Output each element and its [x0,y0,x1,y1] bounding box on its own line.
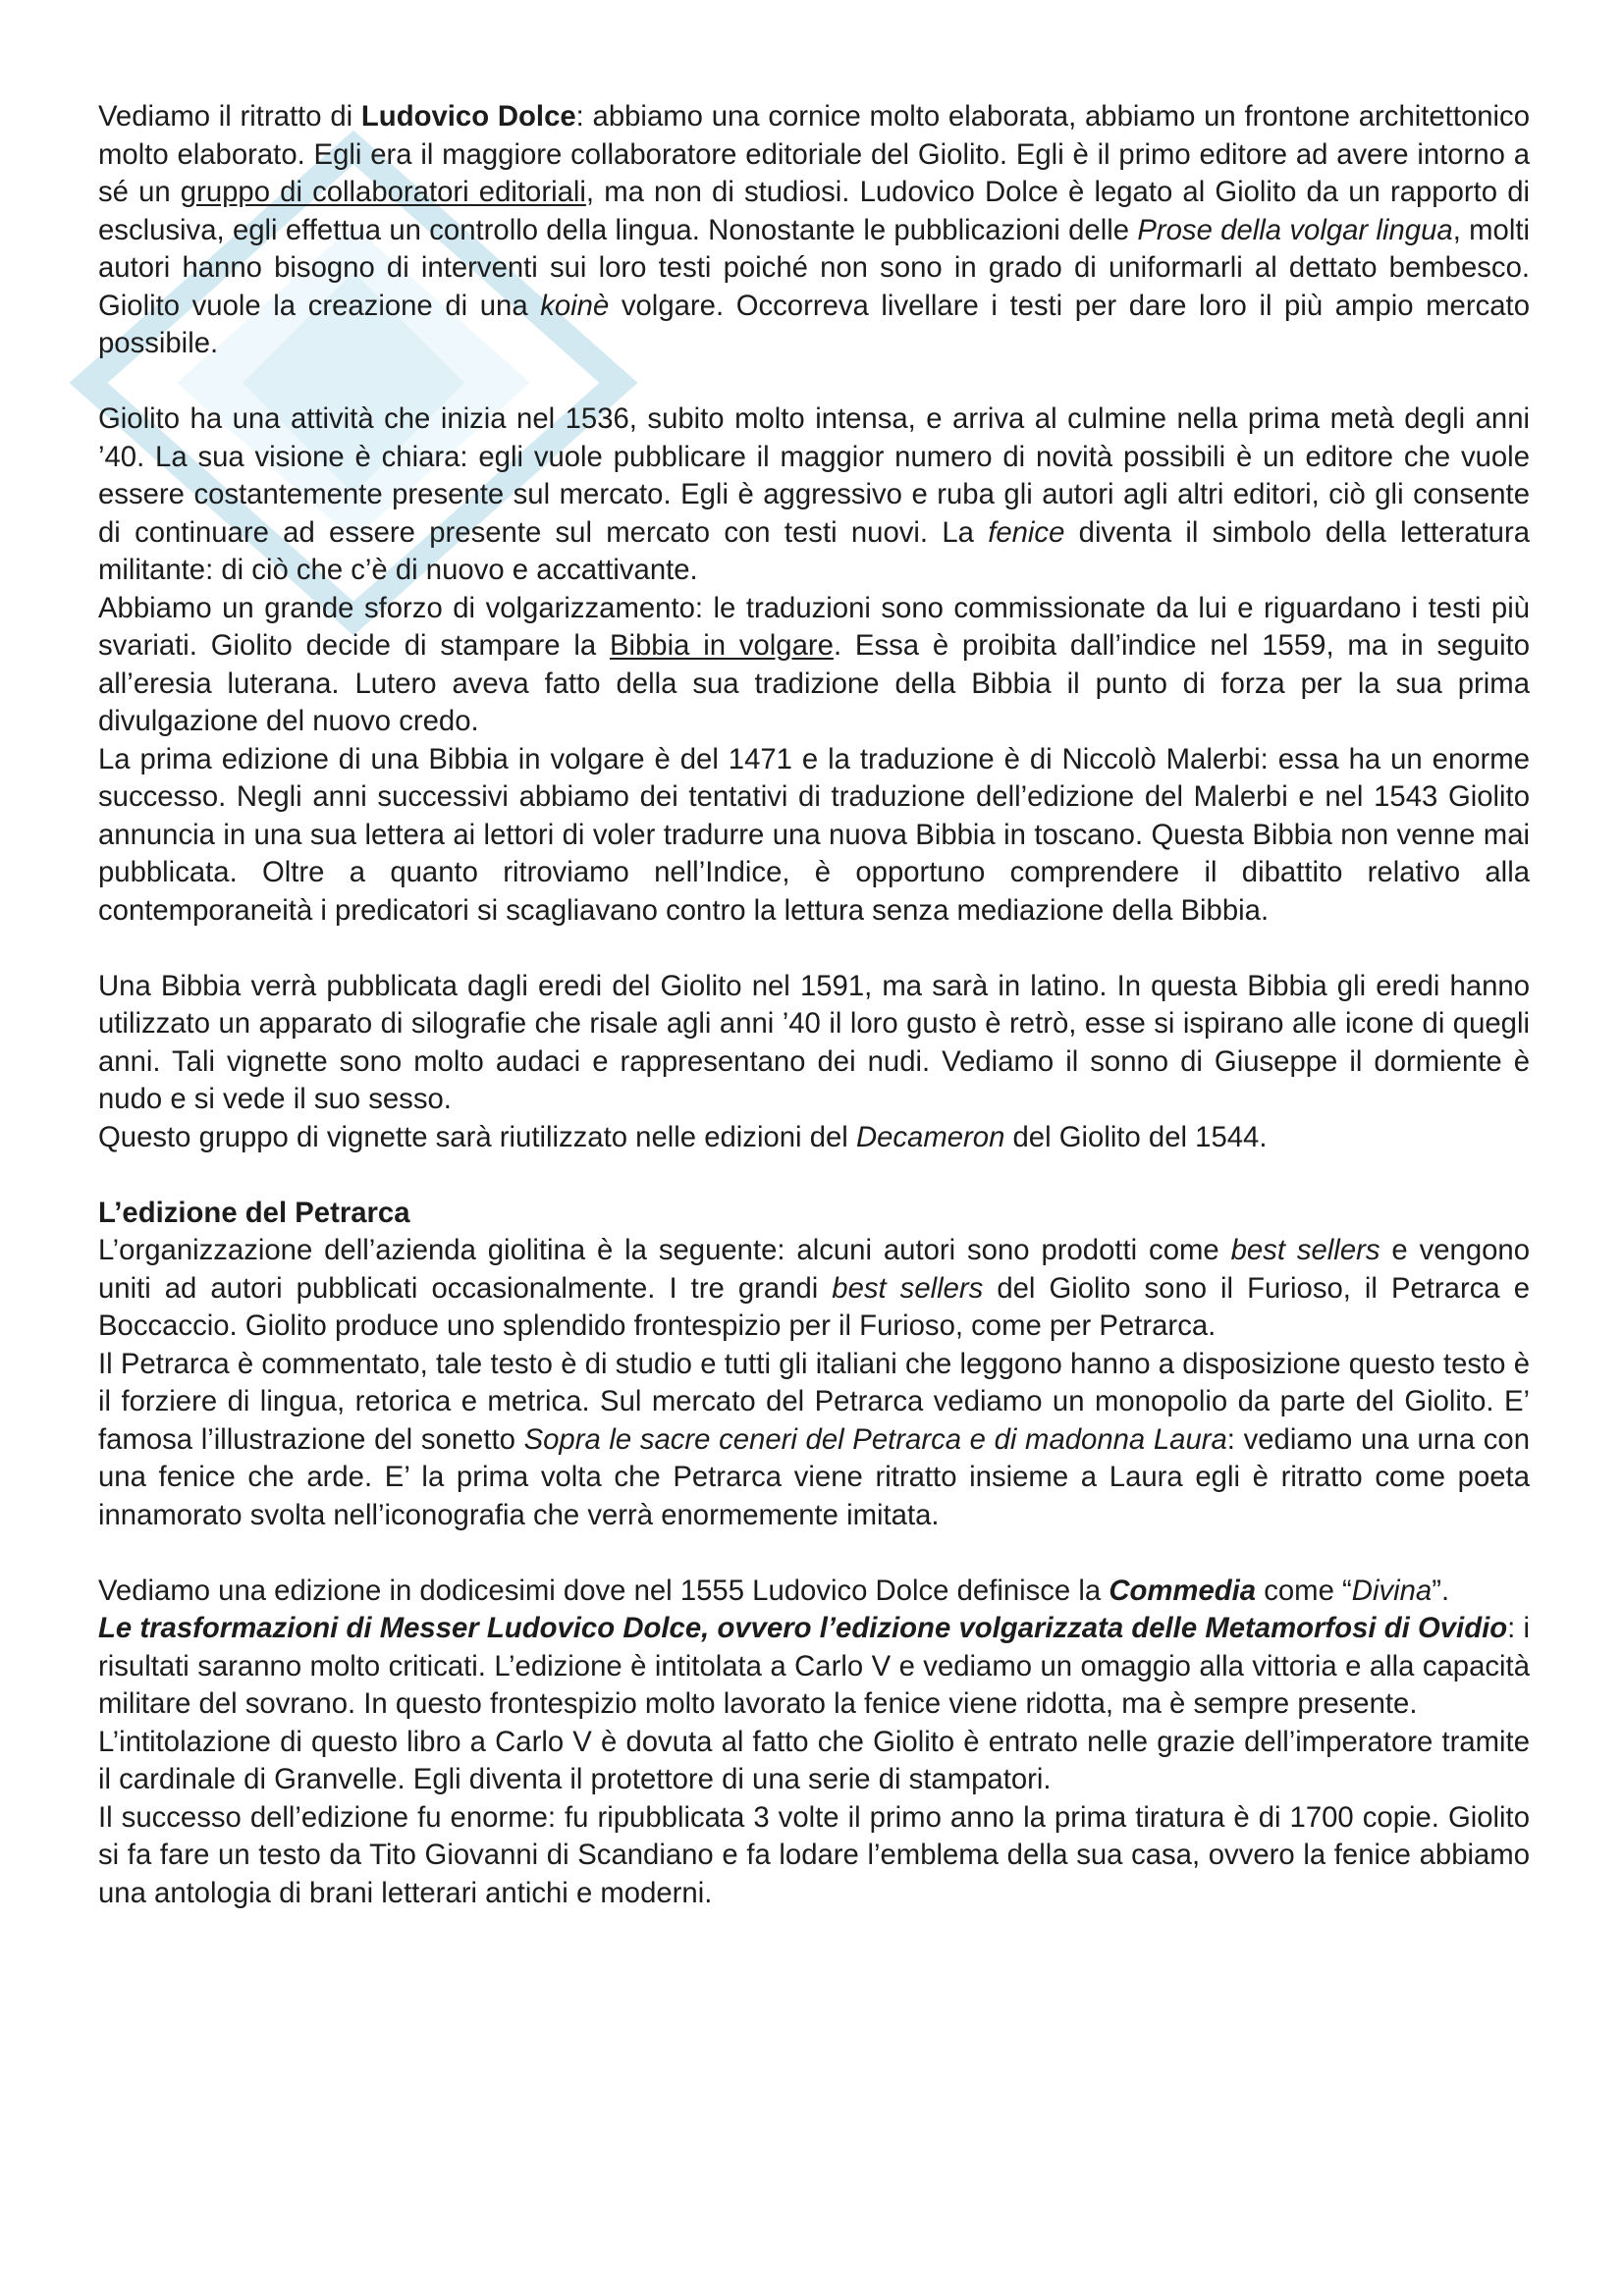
paragraph-organizzazione: L’organizzazione dell’azienda giolitina è la seguente: alcuni autori sono prodotti come best sellers e vengono uniti ad autori pubblicati occasionalmente. I tre grandi best sellers del Giolito sono il Furioso, il Petrarca e Boccaccio. Giolito produce uno splendido frontespizio per il Furioso, come per Petrarca. [98,1234,1530,1342]
italic-divina: Divina [1351,1574,1433,1607]
paragraph-commedia: Vediamo una edizione in dodicesimi dove nel 1555 Ludovico Dolce definisce la Commedia come “Divina”. [98,1574,1450,1607]
paragraph-successo: Il successo dell’edizione fu enorme: fu ripubblicata 3 volte il primo anno la prima tiratura è di 1700 copie. Giolito si fa fare un testo da Tito Giovanni di Scandiano e fa lodare l’emblema della sua casa, ovvero la fenice abbiamo una antologia di brani letterari antichi e moderni. [98,1800,1530,1909]
paragraph-dolce-portrait: Vediamo il ritratto di Ludovico Dolce: abbiamo una cornice molto elaborata, abbiamo un frontone architettonico molto elaborato. Egli era il maggiore collaboratore editoriale del Giolito. Egli è il primo editore ad avere intorno a sé un gruppo di collaboratori editoriali, ma non di studiosi. Ludovico Dolce è legato al Giolito da un rapporto di esclusiva, egli effettua un controllo della lingua. Nonostante le pubblicazioni delle Prose della volgar lingua, molti autori hanno bisogno di interventi sui loro testi poiché non sono in grado di uniformarli al dettato bembesco. Giolito vuole la creazione di una koinè volgare. Occorreva livellare i testi per dare loro il più ampio mercato possibile. [98,100,1531,359]
paragraph-petrarca-commentato: Il Petrarca è commentato, tale testo è di studio e tutti gli italiani che leggono hanno a disposizione questo testo è il forziere di lingua, retorica e metrica. Sul mercato del Petrarca vediamo un monopolio da parte del Giolito. E’ famosa l’illustrazione del sonetto Sopra le sacre ceneri del Petrarca e di madonna Laura: vediamo una urna con una fenice che arde. E’ la prima volta che Petrarca viene ritratto insieme a Laura egli è ritratto come poeta innamorato svolta nell’iconografia che verrà enormemente imitata. [98,1347,1531,1531]
paragraph-trasformazioni: Le trasformazioni di Messer Ludovico Dolce, ovvero l’edizione volgarizzata delle Metamorfosi di Ovidio: i risultati saranno molto criticati. L’edizione è intitolata a Carlo V e vediamo un omaggio alla vittoria e alla capacità militare del sovrano. In questo frontespizio molto lavorato la fenice viene ridotta, ma è sempre presente. [98,1612,1531,1720]
blank-line [98,1156,1530,1195]
paragraph-carlo-v: L’intitolazione di questo libro a Carlo V è dovuta al fatto che Giolito è entrato nelle grazie dell’imperatore tramite il cardinale di Granvelle. Egli diventa il protettore di una serie di stampatori. [98,1725,1530,1795]
paragraph-volgarizzamento: Abbiamo un grande sforzo di volgarizzamento: le traduzioni sono commissionate da lui e riguardano i testi più svariati. Giolito decide di stampare la Bibbia in volgare. Essa è proibita dall’indice nel 1559, ma in seguito all’eresia luterana. Lutero aveva fatto della sua tradizione della Bibbia il punto di forza per la sua prima divulgazione del nuovo credo. [98,591,1531,737]
italic-fenice: fenice [988,515,1065,549]
paragraph-vignette: Questo gruppo di vignette sarà riutilizzato nelle edizioni del Decameron del Giolito del 1544. [98,1120,1268,1153]
italic-best-sellers: best sellers [832,1271,984,1305]
underlined-bibbia: Bibbia in volgare [609,629,834,662]
bold-italic-trasformazioni: Le trasformazioni di Messer Ludovico Dolce, ovvero l’edizione volgarizzata delle Metamorfosi di Ovidio [98,1612,1508,1644]
italic-best-sellers: best sellers [1230,1234,1380,1266]
underlined-collaboratori: gruppo di collaboratori editoriali [180,176,586,208]
italic-sonetto: Sopra le sacre ceneri del Petrarca e di madonna Laura [523,1422,1227,1456]
bold-italic-commedia: Commedia [1109,1574,1257,1607]
italic-decameron: Decameron [855,1120,1005,1153]
document-page [98,98,1530,1912]
paragraph-malerbi: La prima edizione di una Bibbia in volgare è del 1471 e la traduzione è di Niccolò Malerbi: essa ha un enorme successo. Negli anni successivi abbiamo dei tentativi di traduzione dell’edizione del Malerbi e nel 1543 Giolito annuncia in una sua lettera ai lettori di voler tradurre una nuova Bibbia in toscano. Questa Bibbia non venne mai pubblicata. Oltre a quanto ritroviamo nell’Indice, è opportuno comprendere il dibattito relativo alla contemporaneità i predicatori si scagliavano contro la lettura senza mediazione della Bibbia. [98,742,1530,927]
italic-prose: Prose della volgar lingua [1137,213,1453,246]
paragraph-bibbia-1591: Una Bibbia verrà pubblicata dagli eredi del Giolito nel 1591, ma sarà in latino. In questa Bibbia gli eredi hanno utilizzato un apparato di silografie che risale agli anni ’40 il loro gusto è retrò, esse si ispirano alle icone di quegli anni. Tali vignette sono molto audaci e rappresentano dei nudi. Vediamo il sonno di Giuseppe il dormiente è nudo e si vede il suo sesso. [98,969,1530,1115]
bold-ludovico-dolce: Ludovico Dolce [360,100,576,133]
section-heading-petrarca: L’edizione del Petrarca [98,1196,410,1229]
paragraph-giolito-activity: Giolito ha una attività che inizia nel 1536, subito molto intensa, e arriva al culmine nella prima metà degli anni ’40. La sua visione è chiara: egli vuole pubblicare il maggior numero di novità possibili è un editore che vuole essere costantemente presente sul mercato. Egli è aggressivo e ruba gli autori agli altri editori, ciò gli consente di continuare ad essere presente sul mercato con testi nuovi. La fenice diventa il simbolo della letteratura militante: di ciò che c’è di nuovo e accattivante. [98,402,1530,586]
blank-line [98,930,1530,968]
blank-line [98,363,1530,401]
blank-line [98,1534,1530,1573]
italic-koine: koinè [540,289,610,322]
